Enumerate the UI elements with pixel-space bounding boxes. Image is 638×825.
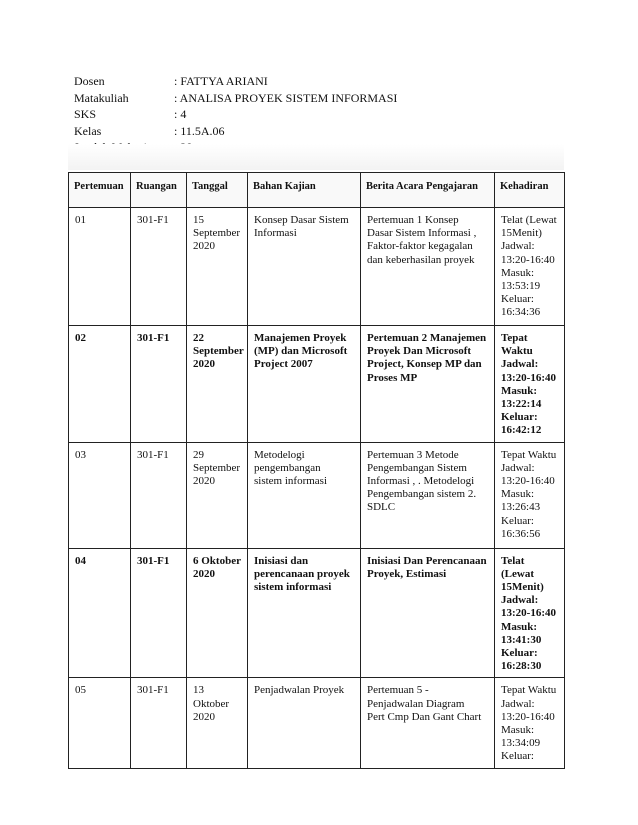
date-cell	[187, 678, 248, 769]
report-line: Informasi , . Metodelogi	[367, 475, 475, 488]
attendance-out-label: Keluar:	[501, 293, 534, 306]
date-line: Oktober	[193, 697, 230, 710]
attendance-schedule: 13:20-16:40	[501, 253, 555, 266]
topic-line: pengembangan	[254, 461, 321, 474]
date-cell	[187, 326, 248, 443]
table-row	[69, 208, 565, 326]
attendance-out-time: 16:28:30	[501, 660, 542, 673]
table-row	[69, 326, 565, 443]
attendance-schedule: 13:20-16:40	[501, 607, 556, 620]
attendance-status: Telat (Lewat	[501, 554, 534, 580]
attendance-status: Telat (Lewat	[501, 214, 557, 226]
date-line: September	[193, 227, 241, 240]
attendance-cell	[495, 208, 565, 326]
report-line: Faktor-faktor kegagalan	[367, 240, 473, 253]
report-line: Proses MP	[367, 371, 418, 384]
date-line: September	[193, 461, 241, 474]
topic-line: (MP) dan Microsoft	[254, 345, 348, 358]
table-row	[69, 548, 565, 678]
topic-line: Manajemen Proyek	[254, 332, 347, 344]
report-line: Pertemuan 5 -	[367, 684, 429, 697]
topic-line: Inisiasi dan	[254, 554, 309, 567]
attendance-status: 15Menit)	[501, 227, 542, 240]
attendance-out-label: Keluar:	[501, 750, 534, 763]
topic-cell	[248, 326, 361, 443]
matakuliah-row	[74, 90, 397, 107]
topic-line: sistem informasi	[254, 581, 332, 594]
room-cell	[131, 548, 187, 678]
table-row	[69, 442, 565, 548]
topic-line: Penjadwalan Proyek	[254, 684, 345, 697]
attendance-in-label: Masuk:	[501, 384, 538, 397]
matakuliah-value: : ANALISA PROYEK SISTEM INFORMASI	[174, 90, 398, 105]
attendance-in-label: Masuk:	[501, 266, 534, 279]
attendance-cell	[495, 326, 565, 443]
date-line: September	[193, 345, 244, 358]
date-line: 2020	[193, 475, 215, 488]
kelas-row	[74, 123, 397, 140]
report-line: Project, Konsep MP dan	[367, 358, 482, 371]
report-line: Proyek, Estimasi	[367, 567, 447, 580]
meetings-table	[68, 172, 565, 769]
column-header-tanggal: Tanggal	[187, 173, 248, 208]
report-cell	[361, 548, 495, 678]
attendance-in-time: 13:41:30	[501, 633, 542, 646]
attendance-in-time: 13:34:09	[501, 737, 541, 750]
column-header-ruangan: Ruangan	[131, 173, 187, 208]
kelas-label: Kelas	[74, 123, 102, 138]
room-text: 301-F1	[137, 448, 169, 461]
table-header-row	[69, 173, 565, 208]
dosen-value: : FATTYA ARIANI	[174, 74, 268, 88]
report-line: Proyek Dan Microsoft	[367, 345, 472, 358]
column-header-bahan-kajian: Bahan Kajian	[248, 173, 361, 208]
dosen-label: Dosen	[74, 74, 105, 88]
topic-cell	[248, 208, 361, 326]
attendance-in-label: Masuk:	[501, 488, 534, 501]
meeting-number-text: 01	[75, 214, 86, 226]
room-cell	[131, 442, 187, 548]
meeting-number	[69, 208, 131, 326]
date-cell	[187, 548, 248, 678]
attendance-schedule-label: Jadwal:	[501, 358, 539, 371]
room-cell	[131, 678, 187, 769]
attendance-cell	[495, 548, 565, 678]
date-cell	[187, 442, 248, 548]
attendance-schedule-label: Jadwal:	[501, 594, 539, 607]
attendance-status: Tepat Waktu	[501, 684, 557, 697]
attendance-in-time: 13:22:14	[501, 398, 542, 411]
date-line: 2020	[193, 567, 215, 580]
report-line: Pertemuan 3 Metode	[367, 448, 459, 461]
date-line: 15	[193, 214, 204, 226]
matakuliah-label: Matakuliah	[74, 90, 129, 105]
meeting-number	[69, 326, 131, 443]
attendance-cell	[495, 442, 565, 548]
attendance-in-time: 13:53:19	[501, 280, 541, 293]
room-cell	[131, 326, 187, 443]
room-text: 301-F1	[137, 684, 169, 697]
attendance-status: Tepat Waktu	[501, 332, 533, 358]
topic-cell	[248, 548, 361, 678]
meeting-number	[69, 442, 131, 548]
meeting-number-text: 04	[75, 554, 86, 567]
topic-cell	[248, 678, 361, 769]
report-line: Pertemuan 2 Manajemen	[367, 332, 487, 344]
column-header-pertemuan: Pertemuan	[69, 173, 131, 208]
topic-line: sistem informasi	[254, 475, 328, 488]
report-line: Pengembangan Sistem	[367, 461, 467, 474]
attendance-cell	[495, 678, 565, 769]
date-line: 2020	[193, 710, 215, 723]
sks-row	[74, 106, 397, 123]
date-line: 6 Oktober	[193, 554, 241, 567]
room-text: 301-F1	[137, 214, 169, 226]
attendance-out-time: 16:36:56	[501, 527, 541, 540]
attendance-out-label: Keluar:	[501, 647, 538, 660]
meeting-number-text: 02	[75, 332, 86, 344]
attendance-status: 15Menit)	[501, 581, 544, 594]
report-line: Inisiasi Dan Perencanaan	[367, 554, 487, 567]
report-line: Pert Cmp Dan Gant Chart	[367, 710, 482, 723]
attendance-schedule-label: Jadwal:	[501, 240, 535, 253]
report-line: Penjadwalan Diagram	[367, 697, 465, 710]
date-line: 13	[193, 684, 204, 697]
report-cell	[361, 208, 495, 326]
report-cell	[361, 442, 495, 548]
attendance-schedule: 13:20-16:40	[501, 710, 555, 723]
topic-cell	[248, 442, 361, 548]
topic-line: Konsep Dasar Sistem	[254, 214, 349, 226]
topic-line: Metodelogi	[254, 448, 305, 461]
dosen-row	[74, 73, 397, 90]
sks-value: : 4	[174, 107, 187, 121]
meeting-number-text: 05	[75, 684, 86, 697]
room-text: 301-F1	[137, 554, 170, 567]
date-line: 29	[193, 448, 204, 461]
topic-line: Project 2007	[254, 358, 313, 371]
sks-label: SKS	[74, 107, 97, 121]
room-cell	[131, 208, 187, 326]
column-header-kehadiran: Kehadiran	[495, 173, 565, 208]
date-cell	[187, 208, 248, 326]
attendance-schedule: 13:20-16:40	[501, 475, 555, 488]
attendance-out-time: 16:42:12	[501, 424, 542, 437]
report-line: SDLC	[367, 501, 396, 514]
attendance-in-label: Masuk:	[501, 724, 534, 737]
attendance-out-label: Keluar:	[501, 411, 538, 424]
column-header-berita-acara: Berita Acara Pengajaran	[361, 173, 495, 208]
date-line: 22	[193, 332, 204, 344]
attendance-schedule: 13:20-16:40	[501, 371, 556, 384]
attendance-out-time: 16:34:36	[501, 306, 541, 319]
topic-line: perencanaan proyek	[254, 567, 350, 580]
attendance-in-time: 13:26:43	[501, 501, 541, 514]
report-line: Pertemuan 1 Konsep	[367, 214, 459, 226]
meeting-number	[69, 548, 131, 678]
meeting-number	[69, 678, 131, 769]
report-line: dan keberhasilan proyek	[367, 253, 475, 266]
report-cell	[361, 326, 495, 443]
attendance-status: Tepat Waktu	[501, 448, 557, 461]
attendance-schedule-label: Jadwal:	[501, 461, 535, 474]
report-line: Pengembangan sistem 2.	[367, 488, 477, 501]
header-shade	[68, 144, 564, 170]
meeting-number-text: 03	[75, 448, 86, 461]
date-line: 2020	[193, 358, 215, 371]
attendance-in-label: Masuk:	[501, 620, 538, 633]
attendance-schedule-label: Jadwal:	[501, 697, 535, 710]
attendance-out-label: Keluar:	[501, 514, 534, 527]
topic-line: Informasi	[254, 227, 297, 240]
room-text: 301-F1	[137, 332, 170, 344]
report-line: Dasar Sistem Informasi ,	[367, 227, 477, 240]
date-line: 2020	[193, 240, 215, 253]
kelas-value: : 11.5A.06	[174, 123, 225, 138]
table-row	[69, 678, 565, 769]
report-cell	[361, 678, 495, 769]
